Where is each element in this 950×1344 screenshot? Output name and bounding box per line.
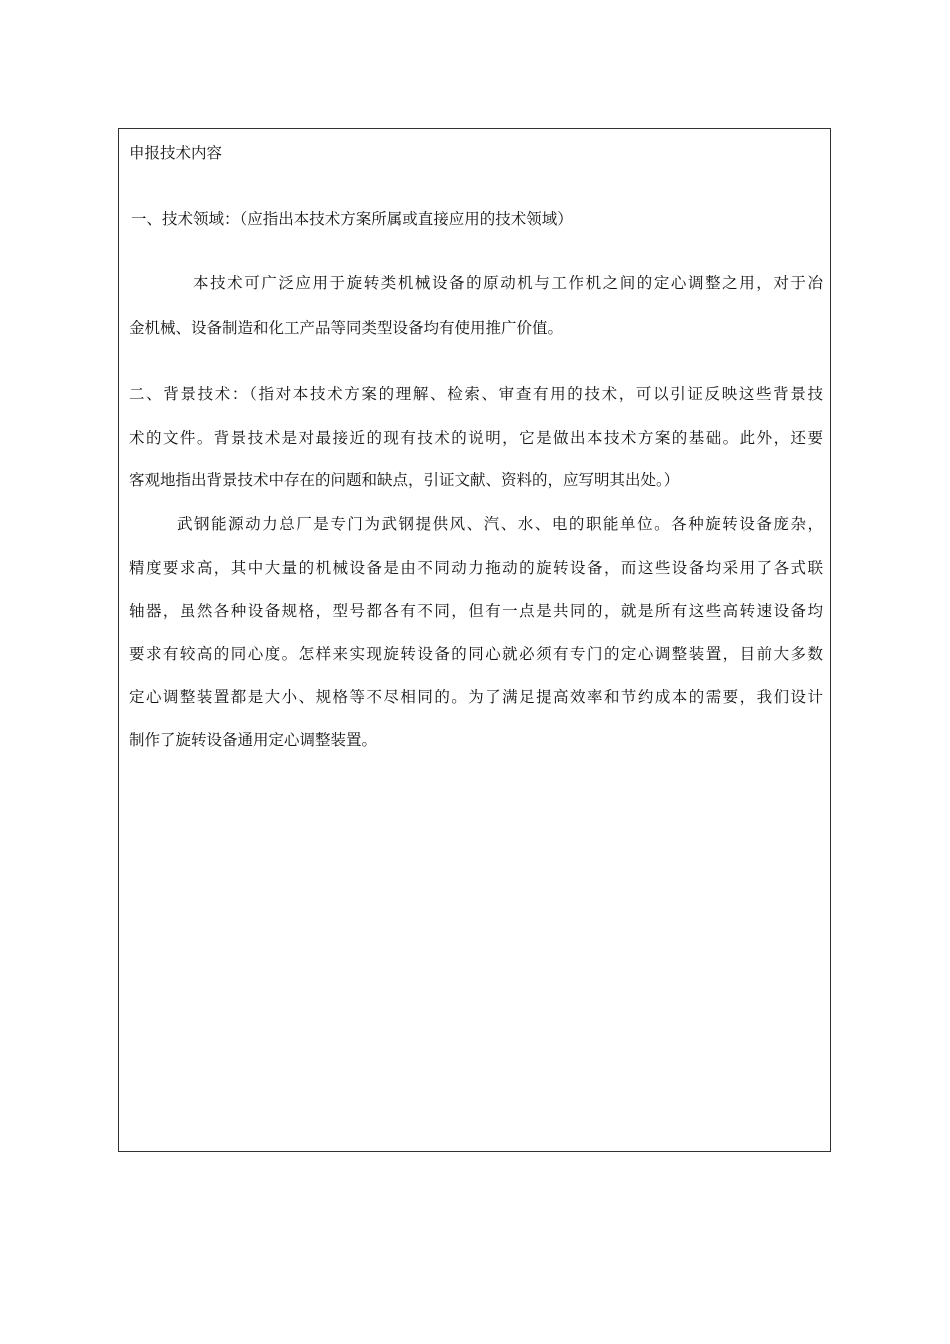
section2-body-line-1: 武钢能源动力总厂是专门为武钢提供风、汽、水、电的职能单位。各种旋转设备庞杂，	[177, 515, 823, 533]
section2-body-line-5: 定心调整装置都是大小、规格等不尽相同的。为了满足提高效率和节约成本的需要，我们设计	[129, 688, 823, 706]
section2-body-line-2: 精度要求高，其中大量的机械设备是由不同动力拖动的旋转设备，而这些设备均采用了各式联	[129, 559, 823, 577]
form-title: 申报技术内容	[129, 144, 223, 162]
section1-line-1: 本技术可广泛应用于旋转类机械设备的原动机与工作机之间的定心调整之用，对于冶	[193, 274, 823, 292]
section2-heading-line-1: 二、背景技术：（指对本技术方案的理解、检索、审查有用的技术，可以引证反映这些背景技	[129, 385, 823, 403]
section2-body-line-4: 要求有较高的同心度。怎样来实现旋转设备的同心就必须有专门的定心调整装置，目前大多数	[129, 645, 823, 663]
section2-heading-line-2: 术的文件。背景技术是对最接近的现有技术的说明，它是做出本技术方案的基础。此外，还要	[129, 429, 823, 447]
application-form-box	[118, 128, 831, 1152]
section1-heading: 一、技术领域：（应指出本技术方案所属或直接应用的技术领域）	[131, 210, 573, 228]
section2-body-line-6: 制作了旋转设备通用定心调整装置。	[129, 731, 378, 749]
section2-heading-line-3: 客观地指出背景技术中存在的问题和缺点，引证文献、资料的，应写明其出处。）	[129, 471, 680, 489]
section1-line-2: 金机械、设备制造和化工产品等同类型设备均有使用推广价值。	[129, 319, 564, 337]
section2-body-line-3: 轴器，虽然各种设备规格，型号都各有不同，但有一点是共同的，就是所有这些高转速设备均	[129, 602, 823, 620]
